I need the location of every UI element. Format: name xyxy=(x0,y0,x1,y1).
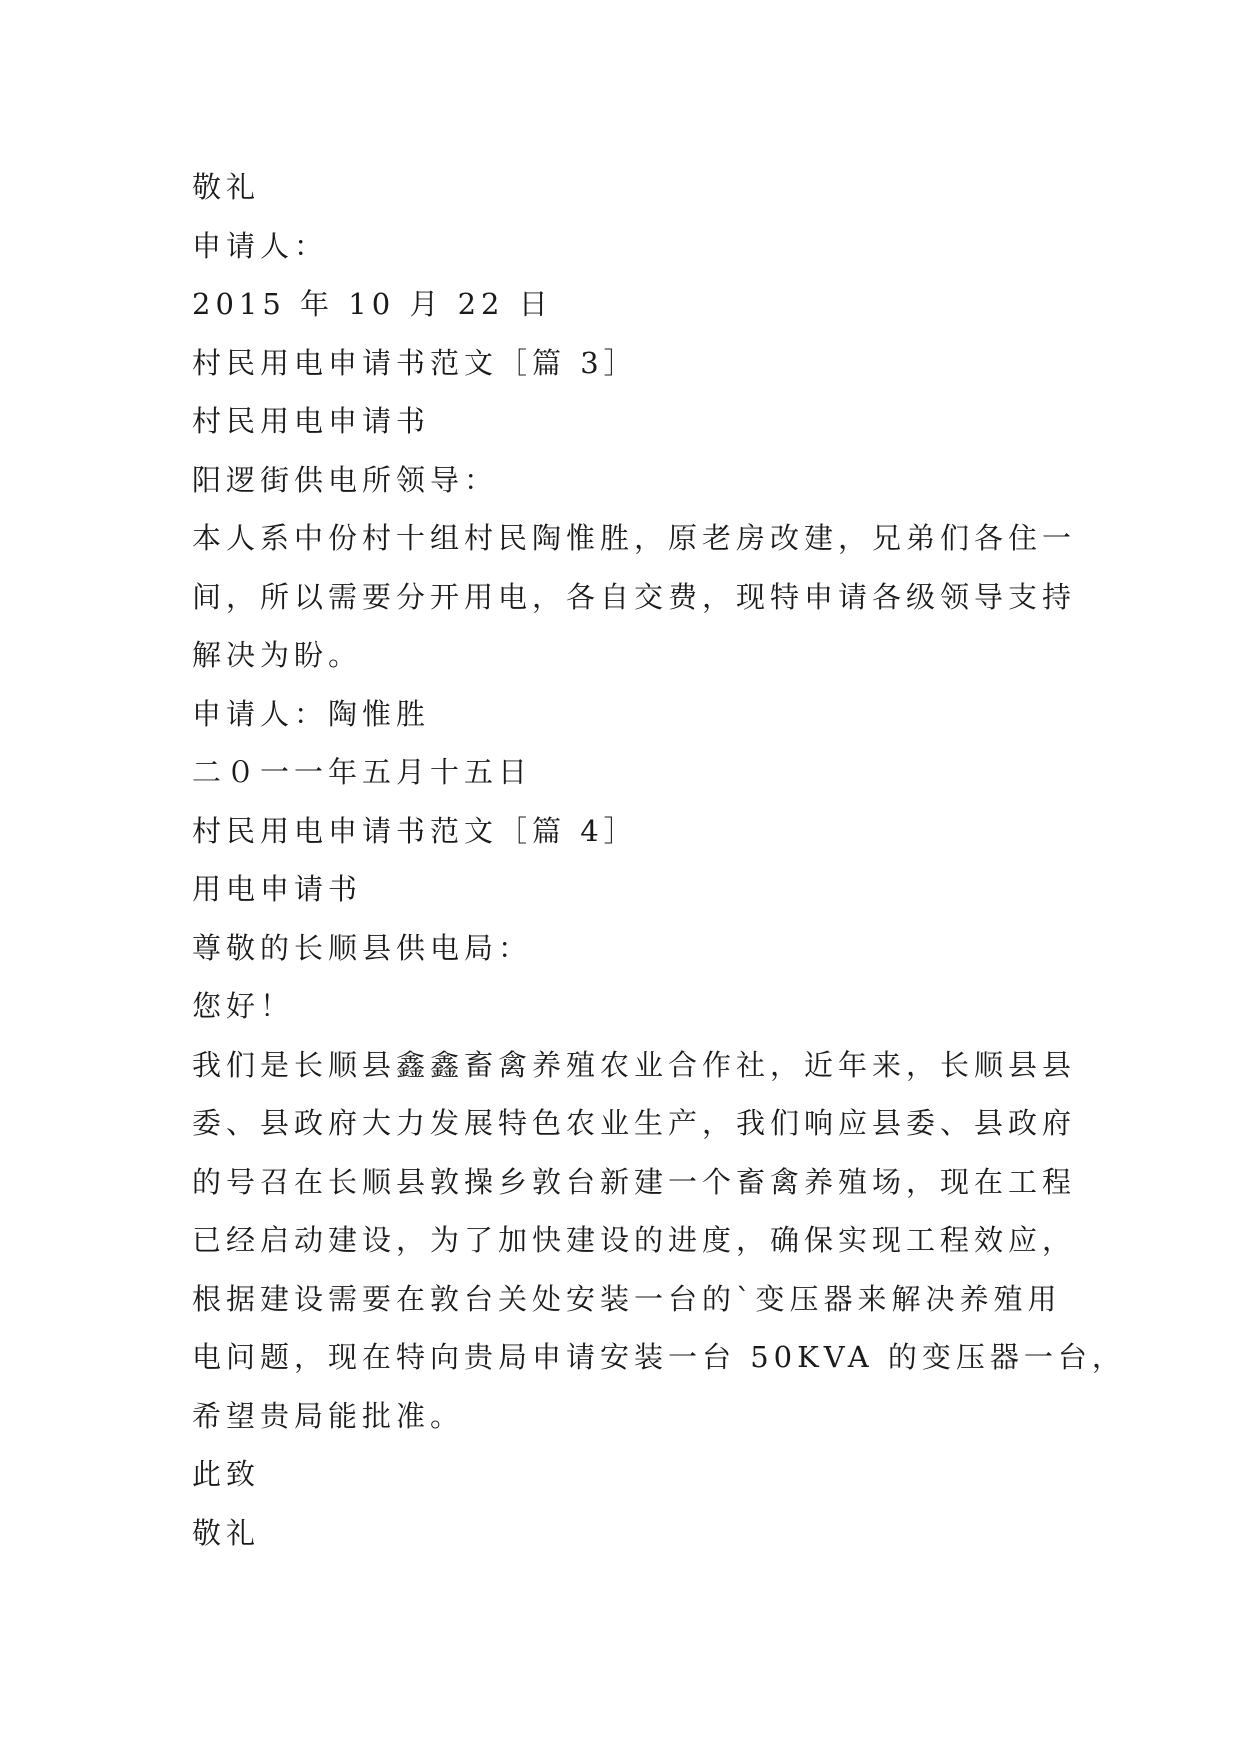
salutation: 尊敬的长顺县供电局： xyxy=(192,930,533,965)
section-heading-4: 村民用电申请书范文［篇 4］ xyxy=(192,813,638,848)
body-line: 电问题，现在特向贵局申请安装一台 50KVA 的变压器一台， xyxy=(192,1340,1126,1374)
document-body xyxy=(192,158,1126,1562)
date-line: 二０一一年五月十五日 xyxy=(192,755,533,789)
section-heading-3: 村民用电申请书范文［篇 3］ xyxy=(192,345,638,380)
body-line: 间，所以需要分开用电，各自交费，现特申请各级领导支持 xyxy=(192,579,1077,614)
greeting: 您好！ xyxy=(192,989,295,1023)
body-line: 根据建设需要在敦台关处安装一台的`变压器来解决养殖用 xyxy=(192,1281,1062,1316)
applicant-signature: 申请人：陶惟胜 xyxy=(192,696,431,731)
applicant-label: 申请人： xyxy=(192,228,329,263)
letter-title: 用电申请书 xyxy=(192,872,363,906)
date-line: 2015 年 10 月 22 日 xyxy=(192,287,553,321)
body-line: 我们是长顺县鑫鑫畜禽养殖农业合作社，近年来，长顺县县 xyxy=(192,1047,1077,1082)
body-line: 委、县政府大力发展特色农业生产，我们响应县委、县政府 xyxy=(192,1106,1077,1140)
body-line: 希望贵局能批准。 xyxy=(192,1398,465,1433)
body-line: 的号召在长顺县敦操乡敦台新建一个畜禽养殖场，现在工程 xyxy=(192,1164,1077,1199)
closing-salute: 敬礼 xyxy=(192,1515,261,1550)
salutation: 阳逻街供电所领导： xyxy=(192,462,499,497)
letter-title: 村民用电申请书 xyxy=(192,404,431,438)
closing-phrase: 此致 xyxy=(192,1457,261,1491)
body-line: 解决为盼。 xyxy=(192,638,363,672)
body-line: 已经启动建设，为了加快建设的进度，确保实现工程效应， xyxy=(192,1223,1077,1257)
body-line: 本人系中份村十组村民陶惟胜，原老房改建，兄弟们各住一 xyxy=(192,521,1077,555)
closing-salute-top: 敬礼 xyxy=(192,170,261,204)
